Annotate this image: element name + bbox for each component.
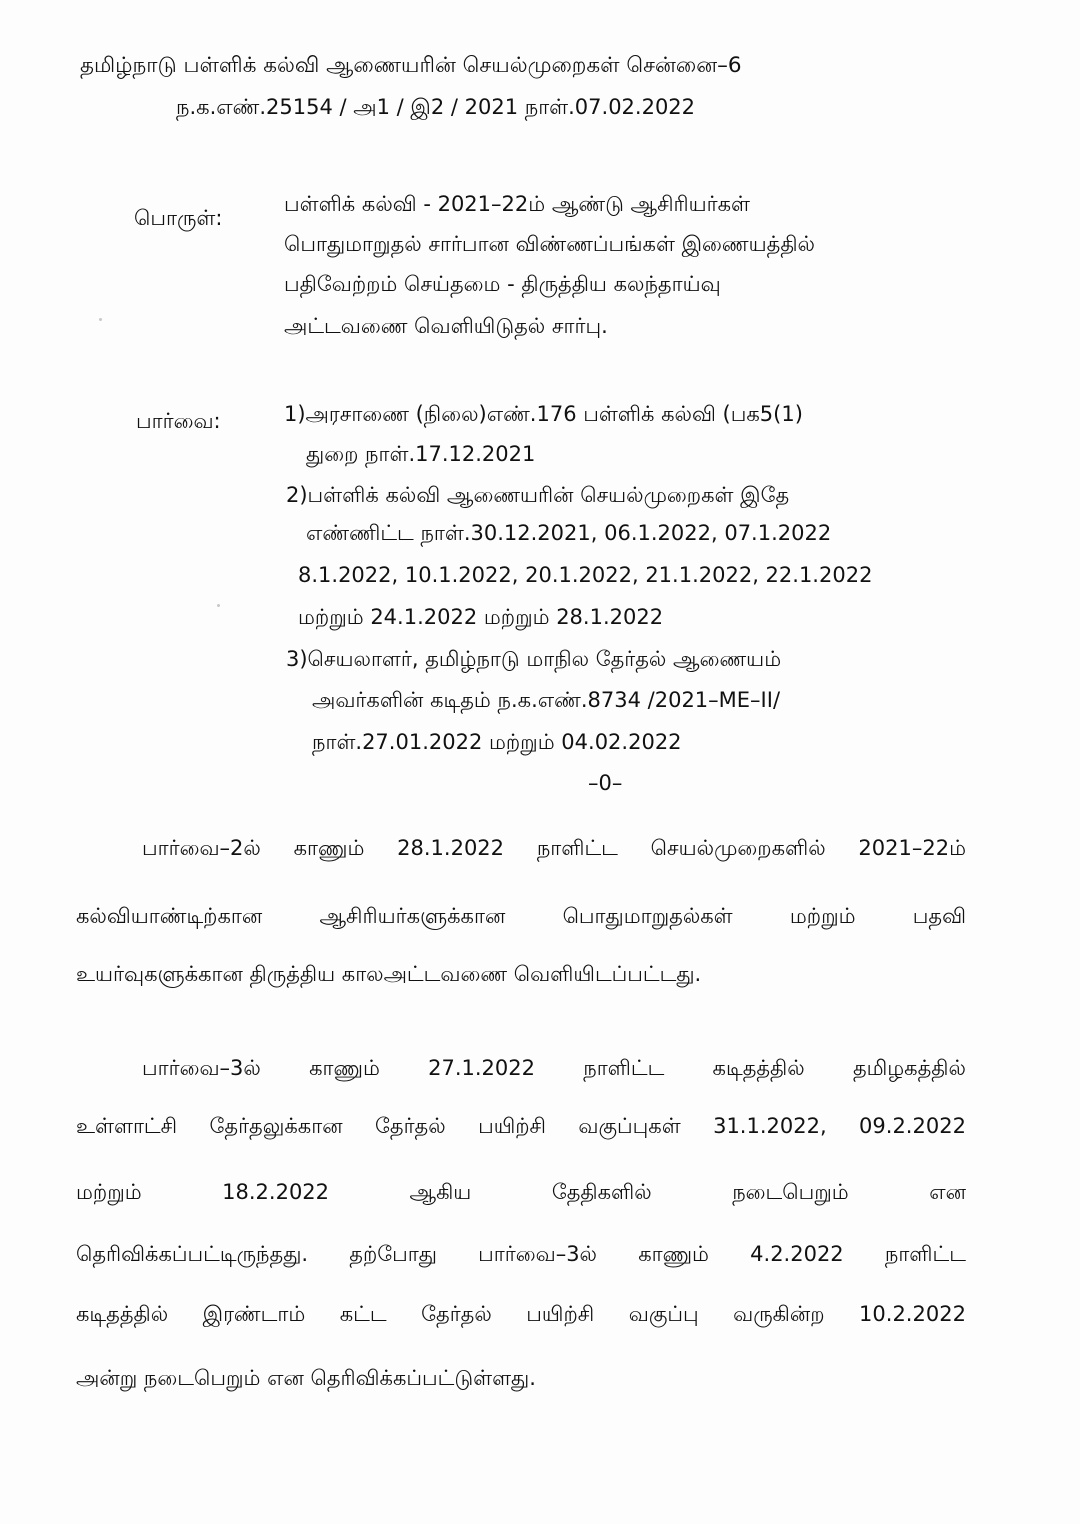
word: 10.2.2022 — [859, 1302, 966, 1326]
word: காணும் — [638, 1242, 709, 1266]
word: தேர்தலுக்கான — [209, 1114, 343, 1138]
scan-speck — [217, 604, 220, 607]
reference-line: 3)செயலாளர், தமிழ்நாடு மாநில தேர்தல் ஆணையம் — [286, 647, 782, 671]
paragraph-line — [76, 1112, 966, 1140]
word: மற்றும் — [789, 904, 856, 928]
word: வருகின்ற — [733, 1302, 825, 1326]
word: ஆசிரியர்களுக்கான — [319, 904, 506, 928]
paragraph-line — [142, 834, 966, 862]
word: பார்வை–3ல் — [142, 1056, 261, 1080]
word: 28.1.2022 — [397, 836, 505, 860]
word: தேதிகளில் — [551, 1180, 652, 1204]
word: தேர்தல் — [421, 1302, 492, 1326]
reference-number-date: ந.க.எண்.25154 / அ1 / இ2 / 2021 நாள்.07.02.2022 — [176, 95, 696, 119]
word: கடிதத்தில் — [76, 1302, 169, 1326]
office-title: தமிழ்நாடு பள்ளிக் கல்வி ஆணையரின் செயல்முறைகள் சென்னை–6 — [80, 53, 742, 78]
reference-line: நாள்.27.01.2022 மற்றும் 04.02.2022 — [312, 730, 682, 754]
reference-label: பார்வை: — [136, 409, 221, 433]
paragraph-line — [76, 1178, 966, 1206]
word: மற்றும் — [76, 1180, 142, 1204]
reference-line: எண்ணிட்ட நாள்.30.12.2021, 06.1.2022, 07.1.2022 — [306, 521, 832, 545]
word: 4.2.2022 — [750, 1242, 844, 1266]
subject-line: அட்டவணை வெளியிடுதல் சார்பு. — [284, 314, 608, 338]
subject-line: பொதுமாறுதல் சார்பான விண்ணப்பங்கள் இணையத்தில் — [284, 232, 815, 256]
word: பதவி — [912, 904, 966, 928]
word: நடைபெறும் — [732, 1180, 849, 1204]
word: 18.2.2022 — [222, 1180, 330, 1204]
subject-line: பதிவேற்றம் செய்தமை - திருத்திய கலந்தாய்வு — [284, 272, 721, 296]
word: 09.2.2022 — [859, 1114, 966, 1138]
word: தெரிவிக்கப்பட்டிருந்தது. — [76, 1242, 309, 1266]
word: காணும் — [293, 836, 365, 860]
word: பார்வை–3ல் — [478, 1242, 597, 1266]
word: பயிற்சி — [526, 1302, 595, 1326]
word: உள்ளாட்சி — [76, 1114, 178, 1138]
word: வகுப்புகள் — [578, 1114, 681, 1138]
reference-line: 8.1.2022, 10.1.2022, 20.1.2022, 21.1.2022, 22.1.2022 — [298, 563, 873, 587]
reference-line: மற்றும் 24.1.2022 மற்றும் 28.1.2022 — [298, 605, 664, 629]
section-separator: –0– — [588, 771, 623, 795]
word: 2021–22ம் — [858, 836, 966, 860]
scan-speck — [99, 318, 102, 321]
word: ஆகிய — [409, 1180, 472, 1204]
reference-line: அவர்களின் கடிதம் ந.க.எண்.8734 /2021–ME–II/ — [312, 688, 781, 712]
paragraph-line: அன்று நடைபெறும் என தெரிவிக்கப்பட்டுள்ளது. — [76, 1366, 536, 1390]
word: பயிற்சி — [478, 1114, 546, 1138]
subject-label: பொருள்: — [134, 206, 223, 230]
word: இரண்டாம் — [202, 1302, 306, 1326]
paragraph-line: உயர்வுகளுக்கான திருத்திய காலஅட்டவணை வெளியிடப்பட்டது. — [76, 962, 702, 986]
word: நாளிட்ட — [536, 836, 618, 860]
word: நாளிட்ட — [884, 1242, 966, 1266]
word: பொதுமாறுதல்கள் — [562, 904, 733, 928]
word: வகுப்பு — [628, 1302, 699, 1326]
paragraph-line — [76, 1300, 966, 1328]
word: 27.1.2022 — [428, 1056, 535, 1080]
word: காணும் — [309, 1056, 380, 1080]
word: கல்வியாண்டிற்கான — [76, 904, 263, 928]
reference-line: 1)அரசாணை (நிலை)எண்.176 பள்ளிக் கல்வி (பக5(1) — [284, 402, 803, 426]
word: 31.1.2022, — [713, 1114, 827, 1138]
word: தேர்தல் — [374, 1114, 446, 1138]
paragraph-line — [76, 1240, 966, 1268]
reference-line: துறை நாள்.17.12.2021 — [306, 442, 536, 466]
word: நாளிட்ட — [583, 1056, 665, 1080]
paragraph-line — [142, 1054, 966, 1082]
word: தமிழகத்தில் — [852, 1056, 966, 1080]
word: கடிதத்தில் — [712, 1056, 805, 1080]
word: கட்ட — [339, 1302, 387, 1326]
subject-line: பள்ளிக் கல்வி - 2021–22ம் ஆண்டு ஆசிரியர்கள் — [284, 192, 750, 216]
paragraph-line — [76, 902, 966, 930]
word: தற்போது — [349, 1242, 437, 1266]
reference-line: 2)பள்ளிக் கல்வி ஆணையரின் செயல்முறைகள் இதே — [286, 483, 790, 507]
word: என — [929, 1180, 966, 1204]
word: பார்வை–2ல் — [142, 836, 261, 860]
word: செயல்முறைகளில் — [650, 836, 826, 860]
